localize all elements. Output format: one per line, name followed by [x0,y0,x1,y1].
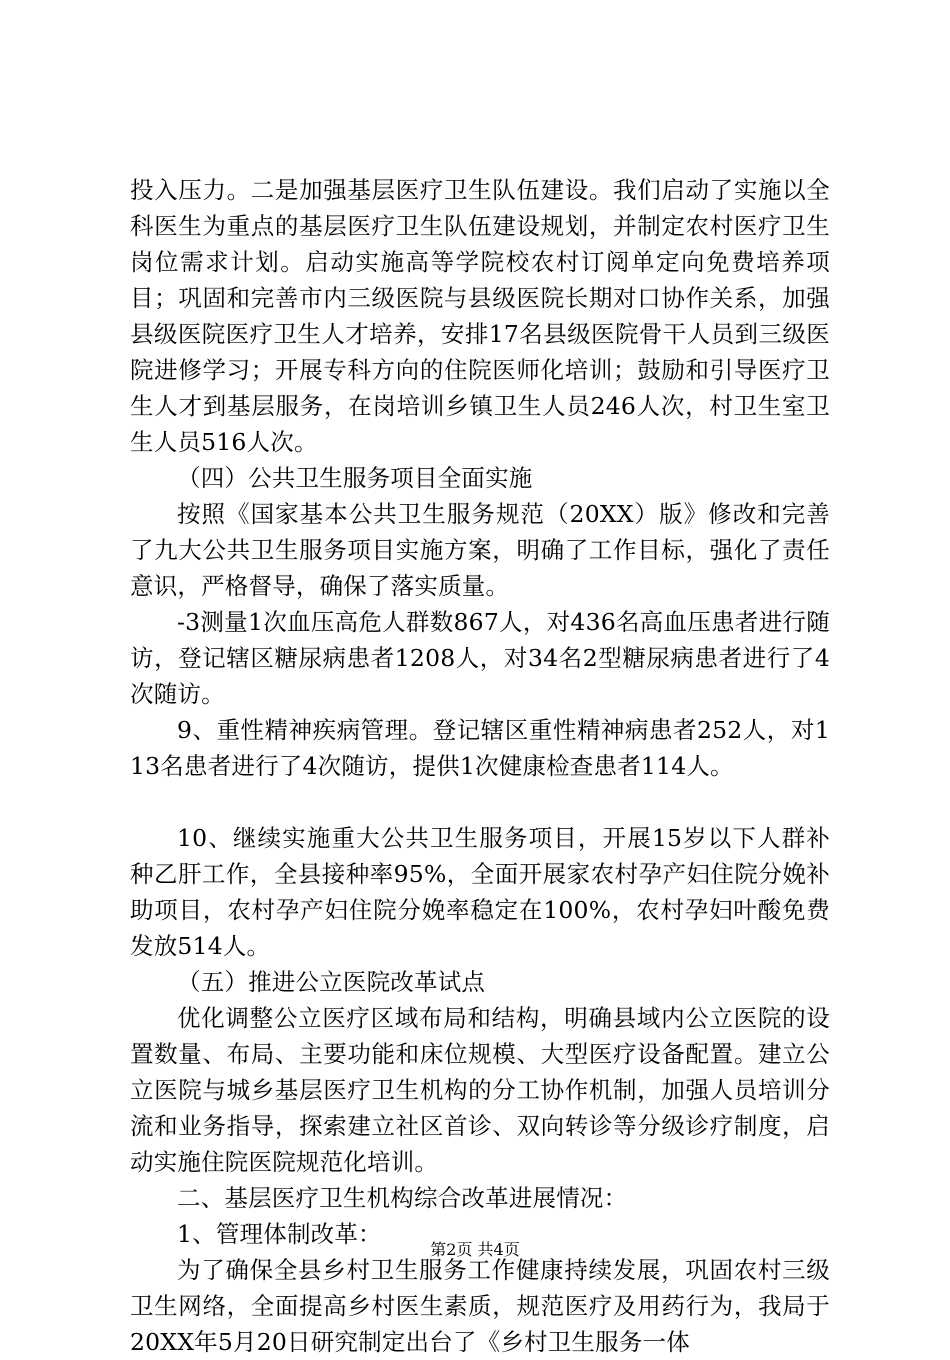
paragraph-village-services: 为了确保全县乡村卫生服务工作健康持续发展，巩固农村三级卫生网络，全面提高乡村医生素质，规范医疗及用药行为，我局于20XX年5月20日研究制定出台了《乡村卫生服务一体 [130,1256,830,1356]
document-body [130,172,830,1360]
heading-management-reform: 1、管理体制改革： [177,1220,382,1248]
paragraph-hospital-layout: 优化调整公立医疗区域布局和结构，明确县域内公立医院的设置数量、布局、主要功能和床位规模、大型医疗设备配置。建立公立医院与城乡基层医疗卫生机构的分工协作机制，加强人员培训分流和业务指导，探索建立社区首诊、双向转诊等分级诊疗制度，启动实施住院医院规范化培训。 [130,1004,830,1176]
heading-public-health-services: （四）公共卫生服务项目全面实施 [177,464,533,492]
paragraph-major-projects: 10、继续实施重大公共卫生服务项目，开展15岁以下人群补种乙肝工作，全县接种率95%，全面开展家农村孕产妇住院分娩补助项目，农村孕产妇住院分娩率稳定在100%，农村孕妇叶酸免费发放514人。 [130,824,830,960]
page-number-footer: 第2页 共4页 [430,1240,520,1259]
paragraph-service-standards: 按照《国家基本公共卫生服务规范（20XX）版》修改和完善了九大公共卫生服务项目实施方案，明确了工作目标，强化了责任意识，严格督导，确保了落实质量。 [130,500,830,600]
paragraph-mental-illness: 9、重性精神疾病管理。登记辖区重性精神病患者252人，对113名患者进行了4次随访，提供1次健康检查患者114人。 [130,716,830,780]
paragraph-team-building: 投入压力。二是加强基层医疗卫生队伍建设。我们启动了实施以全科医生为重点的基层医疗卫生队伍建设规划，并制定农村医疗卫生岗位需求计划。启动实施高等学院校农村订阅单定向免费培养项目；巩固和完善市内三级医院与县级医院长期对口协作关系，加强县级医院医疗卫生人才培养，安排17名县级医院骨干人员到三级医院进修学习；开展专科方向的住院医师化培训；鼓励和引导医疗卫生人才到基层服务，在岗培训乡镇卫生人员246人次，村卫生室卫生人员516人次。 [130,176,830,456]
heading-grassroots-reform: 二、基层医疗卫生机构综合改革进展情况： [177,1184,628,1212]
paragraph-blood-pressure: -3测量1次血压高危人群数867人，对436名高血压患者进行随访，登记辖区糖尿病患者1208人，对34名2型糖尿病患者进行了4次随访。 [130,608,830,708]
paragraph-spacer [130,784,830,820]
heading-hospital-reform: （五）推进公立医院改革试点 [177,968,486,996]
